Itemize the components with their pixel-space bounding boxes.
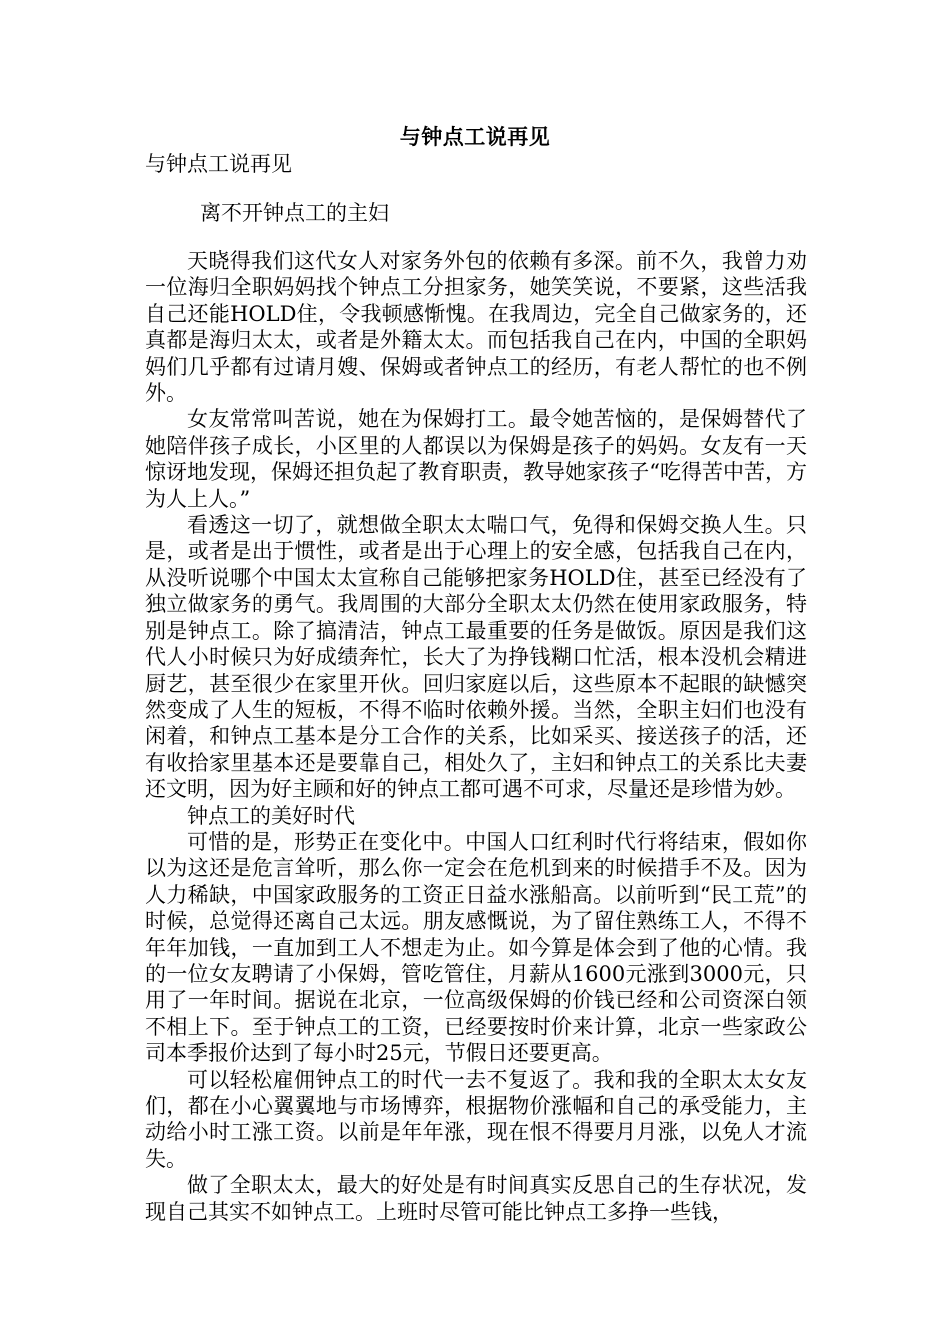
paragraph: 做了全职太太，最大的好处是有时间真实反思自己的生存状况，发现自己其实不如钟点工。上班时尽管可能比钟点工多挣一些钱， [145,1173,807,1224]
paragraph: 可以轻松雇佣钟点工的时代一去不复返了。我和我的全职太太女友们，都在小心翼翼地与市场博弈，根据物价涨幅和自己的承受能力，主动给小时工涨工资。以前是年年涨，现在恨不得要月月涨，以免人才流失。 [145,1067,807,1171]
document-subtitle: 与钟点工说再见 [145,152,292,176]
paragraph: 可惜的是，形势正在变化中。中国人口红利时代行将结束，假如你以为这还是危言耸听，那么你一定会在危机到来的时候措手不及。因为人力稀缺，中国家政服务的工资正日益水涨船高。以前听到“民工荒”的时候，总觉得还离自己太远。朋友感慨说，为了留住熟练工人，不得不年年加钱，一直加到工人不想走为止。如今算是体会到了他的心情。我的一位女友聘请了小保姆，管吃管住，月薪从1600元涨到3000元，只用了一年时间。据说在北京，一位高级保姆的价钱已经和公司资深白领不相上下。至于钟点工的工资，已经要按时价来计算，北京一些家政公司本季报价达到了每小时25元，节假日还要更高。 [145,829,807,1066]
article-body [145,248,807,1225]
section-heading: 钟点工的美好时代 [187,803,355,828]
paragraph: 女友常常叫苦说，她在为保姆打工。最令她苦恼的，是保姆替代了她陪伴孩子成长，小区里的人都误以为保姆是孩子的妈妈。女友有一天惊讶地发现，保姆还担负起了教育职责，教导她家孩子“吃得苦中苦，方为人上人。” [145,407,807,511]
section-heading: 离不开钟点工的主妇 [200,201,389,225]
paragraph: 天晓得我们这代女人对家务外包的依赖有多深。前不久，我曾力劝一位海归全职妈妈找个钟点工分担家务，她笑笑说，不要紧，这些活我自己还能HOLD住，令我顿感惭愧。在我周边，完全自己做家务的，还真都是海归太太，或者是外籍太太。而包括我自己在内，中国的全职妈妈们几乎都有过请月嫂、保姆或者钟点工的经历，有老人帮忙的也不例外。 [145,249,807,406]
paragraph: 看透这一切了，就想做全职太太喘口气，免得和保姆交换人生。只是，或者是出于惯性，或者是出于心理上的安全感，包括我自己在内，从没听说哪个中国太太宣称自己能够把家务HOLD住，甚至已经没有了独立做家务的勇气。我周围的大部分全职太太仍然在使用家政服务，特别是钟点工。除了搞清洁，钟点工最重要的任务是做饭。原因是我们这代人小时候只为好成绩奔忙，长大了为挣钱糊口忙活，根本没机会精进厨艺，甚至很少在家里开伙。回归家庭以后，这些原本不起眼的缺憾突然变成了人生的短板，不得不临时依赖外援。当然，全职主妇们也没有闲着，和钟点工基本是分工合作的关系，比如采买、接送孩子的活，还有收拾家里基本还是要靠自己，相处久了，主妇和钟点工的关系比夫妻还文明，因为好主顾和好的钟点工都可遇不可求，尽量还是珍惜为妙。 [145,513,807,802]
document-title: 与钟点工说再见 [399,124,551,149]
